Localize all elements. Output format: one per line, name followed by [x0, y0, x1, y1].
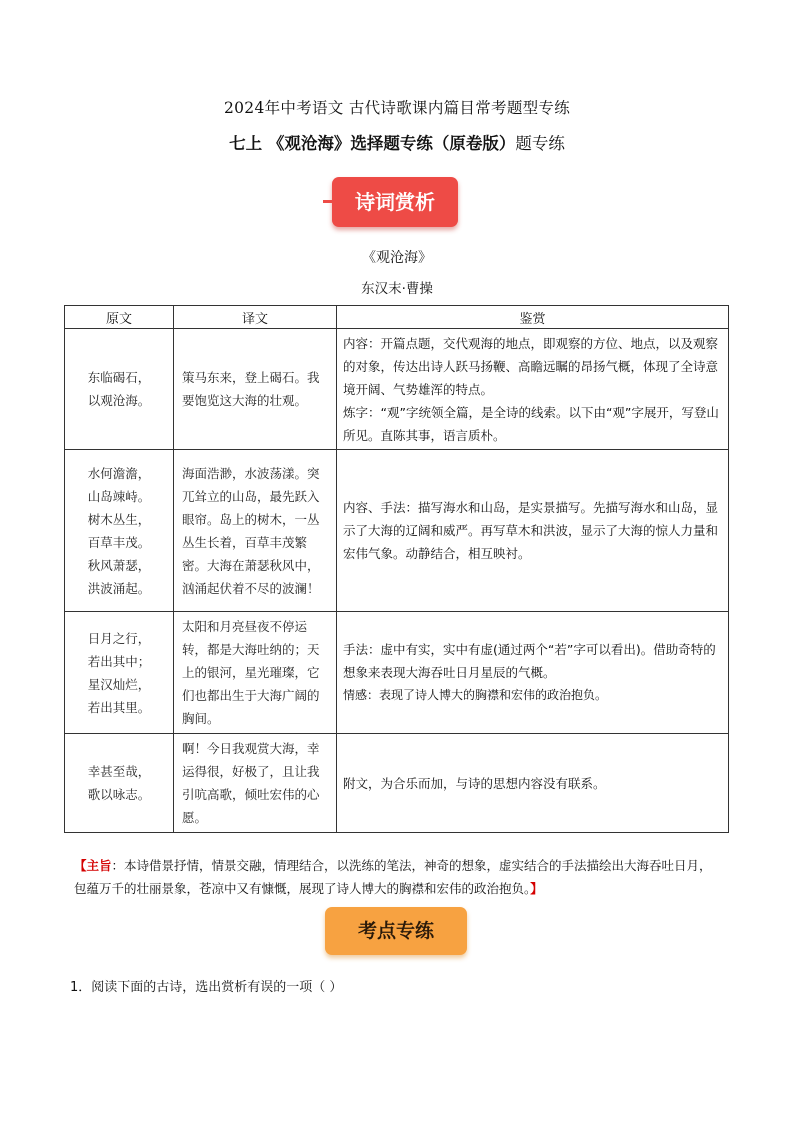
- original-line: 若出其中；: [87, 653, 151, 669]
- subtitle-suffix: 题专练: [515, 134, 565, 153]
- original-line: 树木丛生，: [87, 511, 151, 527]
- original-cell: [65, 450, 174, 612]
- table-header-row: [65, 306, 729, 329]
- translation-cell: 啊！今日我观赏大海，幸运得很，好极了，且让我引吭高歌，倾吐宏伟的心愿。: [174, 734, 337, 833]
- page-subtitle: [0, 130, 794, 154]
- appreciation-paragraph: 情感：表现了诗人博大的胸襟和宏伟的政治抱负。: [343, 688, 608, 702]
- translation-cell: 太阳和月亮昼夜不停运转，都是大海吐纳的；天上的银河，星光璀璨，它们也都出生于大海广阔的胸间。: [174, 612, 337, 734]
- appreciation-paragraph: 内容、手法：描写海水和山岛，是实景描写。先描写海水和山岛，显示了大海的辽阔和威严。再写草木和洪波，显示了大海的惊人力量和宏伟气象。动静结合，相互映衬。: [343, 500, 719, 561]
- summary-label: 主旨: [86, 858, 112, 873]
- appreciation-paragraph: 炼字：“观”字统领全篇，是全诗的线索。以下由“观”字展开，写登山所见。直陈其事，语言质朴。: [343, 404, 719, 443]
- table-row: [65, 450, 729, 612]
- theme-summary: [74, 854, 724, 900]
- analysis-table: [64, 305, 729, 833]
- appreciation-paragraph: 手法：虚中有实，实中有虚(通过两个“若”字可以看出)。借助奇特的想象来表现大海吞吐日月星辰的气概。: [343, 642, 716, 680]
- header-translation: 译文: [174, 306, 337, 329]
- summary-close-bracket: 】: [530, 881, 543, 896]
- table-row: [65, 329, 729, 450]
- page-title: 2024年中考语文 古代诗歌课内篇目常考题型专练: [223, 99, 571, 117]
- question-1: 1．阅读下面的古诗，选出赏析有误的一项（ ）: [70, 980, 343, 995]
- table-row: [65, 734, 729, 833]
- original-line: 若出其里。: [87, 699, 151, 715]
- appreciation-cell: [337, 612, 729, 734]
- original-line: 幸甚至哉，: [87, 764, 151, 779]
- poem-title: 《观沧海》: [362, 250, 432, 266]
- translation-cell: 海面浩渺，水波荡漾。突兀耸立的山岛，最先跃入眼帘。岛上的树木，一丛丛生长着，百草丰茂繁密。大海在萧瑟秋风中，汹涌起伏着不尽的波澜！: [174, 450, 337, 612]
- original-line: 日月之行，: [87, 630, 151, 646]
- appreciation-cell: [337, 329, 729, 450]
- summary-text: ：本诗借景抒情，情景交融，情理结合，以洗练的笔法，神奇的想象，虚实结合的手法描绘出大海吞吐日月，包蕴万千的壮丽景象，苍凉中又有慷慨，展现了诗人博大的胸襟和宏伟的政治抱负。: [74, 858, 712, 896]
- original-line: 山岛竦峙。: [87, 488, 151, 504]
- summary-open-bracket: 【: [74, 858, 87, 873]
- translation-cell: 策马东来，登上碣石。我要饱览这大海的壮观。: [174, 329, 337, 450]
- appreciation-paragraph: 附文，为合乐而加，与诗的思想内容没有联系。: [343, 775, 606, 791]
- original-cell: [65, 612, 174, 734]
- subtitle-main: 七上 《观沧海》选择题专练（原卷版）: [229, 134, 516, 153]
- original-line: 秋风萧瑟，: [87, 557, 151, 573]
- appreciation-cell: [337, 450, 729, 612]
- table-row: [65, 612, 729, 734]
- original-cell: [65, 329, 174, 450]
- header-original: 原文: [65, 306, 174, 329]
- original-line: 洪波涌起。: [87, 580, 151, 596]
- section-badge-exam-practice: 考点专练: [325, 907, 467, 955]
- original-line: 星汉灿烂，: [87, 676, 151, 692]
- appreciation-paragraph: 内容：开篇点题，交代观海的地点，即观察的方位、地点，以及观察的对象，传达出诗人跃马扬鞭、高瞻远瞩的昂扬气概，体现了全诗意境开阔、气势雄浑的特点。: [343, 335, 719, 397]
- original-line: 歌以咏志。: [87, 787, 151, 802]
- original-line: 百草丰茂。: [87, 534, 151, 550]
- original-line: 以观沧海。: [87, 393, 151, 408]
- poem-author: 东汉末·曹操: [361, 281, 433, 297]
- section-badge-poem-appreciation: 诗词赏析: [332, 177, 458, 227]
- appreciation-cell: [337, 734, 729, 833]
- original-line: 水何澹澹，: [87, 465, 151, 481]
- header-appreciation: 鉴赏: [337, 306, 729, 329]
- original-cell: [65, 734, 174, 833]
- original-line: 东临碣石，: [87, 370, 151, 385]
